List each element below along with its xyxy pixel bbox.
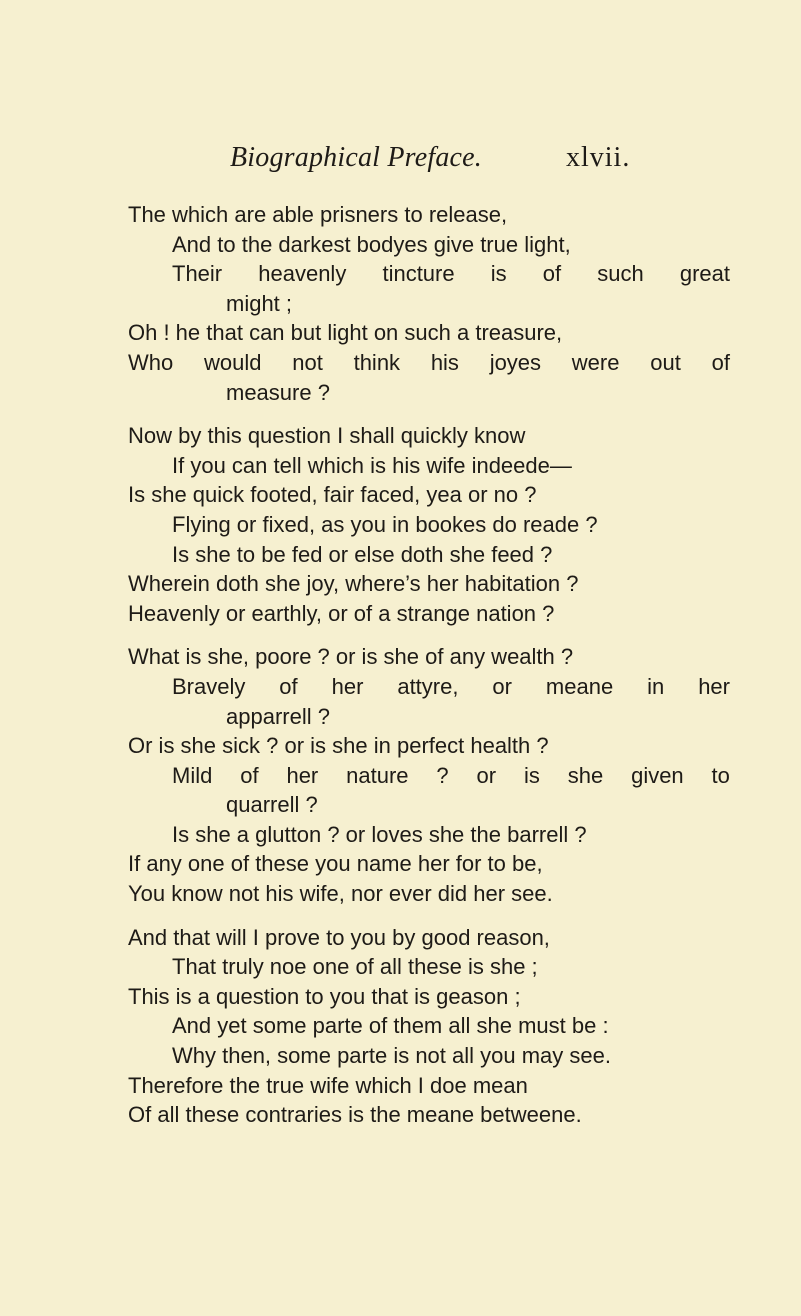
poem-line: And to the darkest bodyes give true light, [172,231,571,257]
poem-line: Is she to be fed or else doth she feed ? [172,541,553,567]
poem-line: And that will I prove to you by good reason, [128,924,550,950]
poem-line: Why then, some parte is not all you may see. [172,1043,611,1069]
stanza [128,923,778,1130]
poem-line: That truly noe one of all these is she ; [172,954,538,980]
page-header [0,142,801,182]
poem-line: If you can tell which is his wife indeede— [172,452,572,478]
poem-line: measure ? [226,379,330,405]
poem-line: Bravely of her attyre, or meane in her [172,673,730,699]
poem-line: The which are able prisners to release, [128,202,508,227]
poem-line: This is a question to you that is geason ; [128,983,521,1009]
poem-line: What is she, poore ? or is she of any wealth ? [128,644,574,670]
poem-line: Heavenly or earthly, or of a strange nation ? [128,600,555,626]
poem-line: And yet some parte of them all she must be : [172,1013,609,1039]
poem-line: might ; [226,290,293,316]
poem-body [128,200,778,1130]
stanza [128,200,778,407]
poem-line: apparrell ? [226,703,330,729]
poem-line: Wherein doth she joy, where’s her habitation ? [128,571,579,597]
poem-line: Now by this question I shall quickly know [128,423,526,449]
poem-line: quarrell ? [226,792,318,818]
stanza [128,421,778,628]
poem-line: Or is she sick ? or is she in perfect health ? [128,733,549,759]
poem-line: Therefore the true wife which I doe mean [128,1072,528,1098]
poem-line: Oh ! he that can but light on such a treasure, [128,320,563,346]
page-number: xlvii. [566,142,631,173]
poem-line: Mild of her nature ? or is she given to [172,762,730,788]
poem-line: Who would not think his joyes were out of [128,349,730,375]
stanza [128,642,778,908]
poem-line: Of all these contraries is the meane betweene. [128,1102,582,1128]
poem-line: If any one of these you name her for to be, [128,851,543,877]
poem-line: Is she a glutton ? or loves she the barrell ? [172,821,587,847]
running-title: Biographical Preface. [230,142,482,173]
poem-line: Is she quick footed, fair faced, yea or no ? [128,482,537,508]
poem-line: Their heavenly tincture is of such great [172,261,730,287]
poem-line: Flying or fixed, as you in bookes do reade ? [172,511,598,537]
poem-line: You know not his wife, nor ever did her see. [128,881,553,907]
